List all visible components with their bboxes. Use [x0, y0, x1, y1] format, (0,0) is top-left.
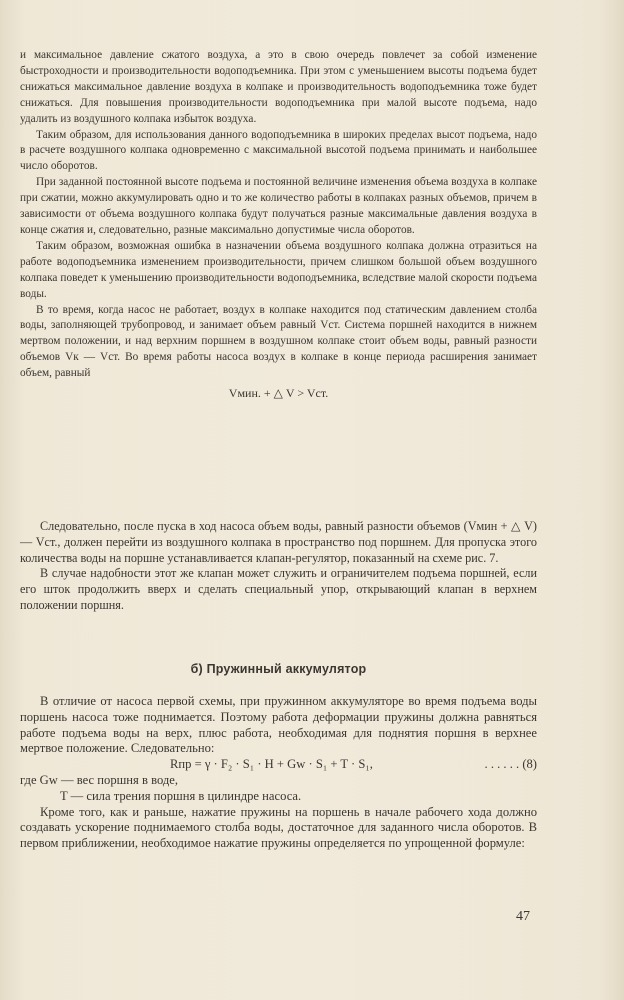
formula-spring-force [20, 757, 537, 773]
paragraph: В случае надобности этот же клапан может служить и ограничителем подъема поршней, если его шток продолжить вверх и сделать специальный упор, открывающий клапан в верхнем положении поршня. [20, 566, 537, 612]
paragraph: Таким образом, возможная ошибка в назначении объема воздушного колпака должна отразиться на работе водоподъемника изменением производительности, причем слишком большой объем воздушного колпака поведет к уменьшению производительности водоподъемника, вследствие малой скорости подъема воды. [20, 239, 537, 300]
paragraph: Таким образом, для использования данного водоподъемника в широких пределах высот подъема, надо в расчете воздушного колпака одновременно с максимальной высотой подъема принимать и наибольшее число оборотов. [20, 128, 537, 173]
middle-text-block [20, 519, 537, 614]
section-heading: б) Пружинный аккумулятор [190, 662, 367, 676]
definition-line: где Gw — вес поршня в воде, [20, 772, 179, 787]
paragraph: и максимальное давление сжатого воздуха, а это в свою очередь повлечет за собой изменение быстроходности и производительности водоподъемника. При этом с уменьшением высоты подъема будет снижаться максимальное давление воздуха в колпаке и производительность водоподъемника тоже будет снижаться. Для повышения производительности водоподъемника при малой высоте подъема, надо удалить из воздушного колпака избыток воздуха. [20, 49, 537, 125]
bottom-text-block [20, 694, 537, 852]
paragraph: Следовательно, после пуска в ход насоса объем воды, равный разности объемов (Vмин + △ V) — Vст., должен перейти из воздушного колпака в пространство под поршнем. Для пропуска этого количества воды на поршне устанавливается клапан-регулятор, показанный на схеме рис. 7. [20, 519, 537, 565]
paragraph: В отличие от насоса первой схемы, при пружинном аккумуляторе во время подъема воды поршень насоса тоже поднимается. Поэтому работа деформации пружины должна равняться работе подъема воды на верх, плюс работа, необходимая для поднятия поршня в верхнее мертвое положение. Следовательно: [20, 694, 537, 756]
paragraph: При заданной постоянной высоте подъема и постоянной величине изменения объема воздуха в колпаке при сжатии, можно аккумулировать одно и то же количество работы в колпаках разных объемов, причем в зависимости от объема воздушного колпака будут получаться разные максимальные давления воздуха в конце сжатия и, следовательно, разные максимально допустимые числа оборотов. [20, 176, 537, 236]
formula-volume-inequality: Vмин. + △ V > Vст. [228, 386, 329, 401]
page-number: 47 [516, 909, 530, 924]
top-text-block [20, 48, 537, 405]
definition-line: T — сила трения поршня в цилиндре насоса. [60, 788, 302, 803]
paragraph: В то время, когда насос не работает, воздух в колпаке находится под статическим давлением столба воды, заполняющей трубопровод, и занимает объем равный Vст. Система поршней находится в нижнем мертвом положении, и над верхним поршнем в воздушном колпаке стоит объем воды, равный разности объемов Vк — Vст. Во время работы насоса воздух в колпаке в конце периода расширения занимает объем, равный [20, 303, 537, 380]
formula-expression: Rпр = γ · F₂ · S₁ · H + Gw · S₁ + T · S₁, [170, 757, 373, 772]
paragraph: Кроме того, как и раньше, нажатие пружины на поршень в начале рабочего хода должно создавать ускорение поднимаемого столба воды, достаточное для заданного числа оборотов. В первом приближении, необходимое нажатие пружины определяется по упрощенной формуле: [20, 804, 537, 851]
equation-number: . . . . . . (8) [484, 757, 537, 772]
